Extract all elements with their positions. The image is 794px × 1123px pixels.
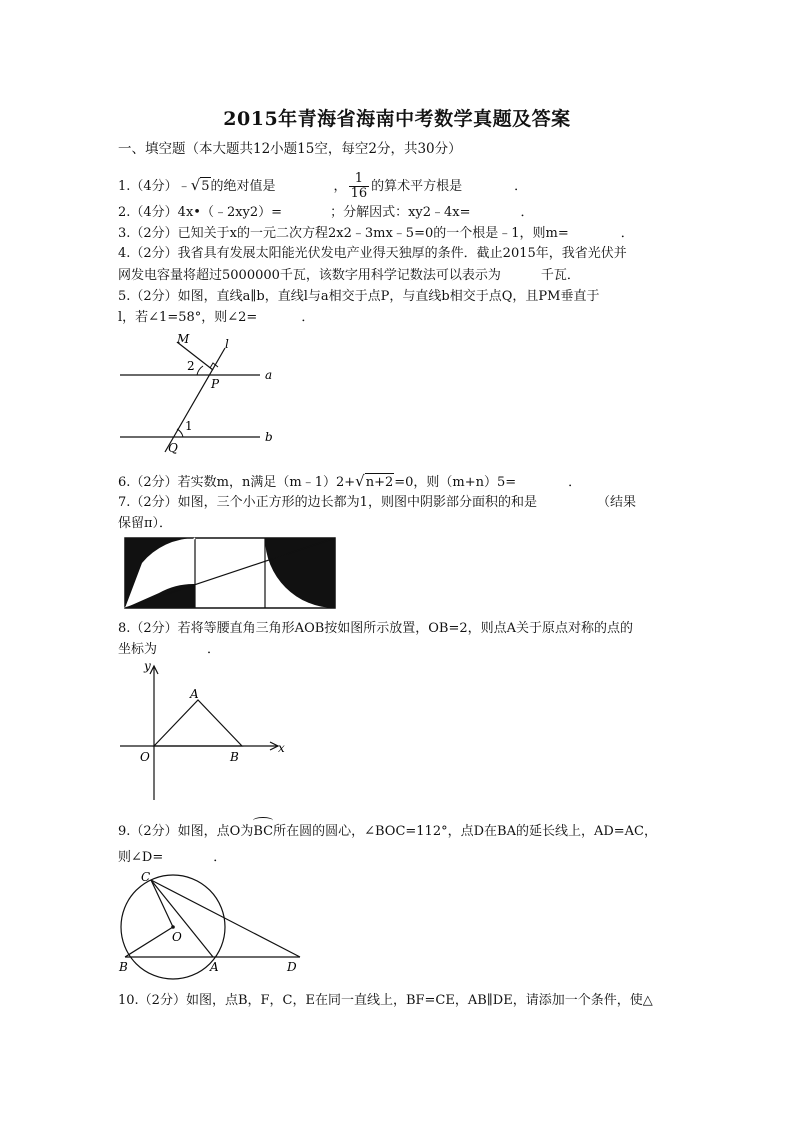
q6-text: 6.（2分）若实数m，n满足（m﹣1）2+ — [118, 475, 356, 490]
question-7-cont: 保留π）． — [118, 516, 173, 531]
section-heading: 一、填空题（本大题共12小题15空，每空2分，共30分） — [118, 141, 462, 157]
line-bo — [125, 927, 173, 957]
fraction-numerator: 1 — [349, 172, 370, 187]
question-8: 8.（2分）若将等腰直角三角形AOB按如图所示放置，OB=2，则点A关于原点对称的点的 — [118, 621, 634, 636]
question-4-cont — [118, 267, 580, 285]
figure-three-squares — [124, 537, 336, 609]
q1-text-2: 的算术平方根是 — [371, 179, 463, 194]
question-3 — [118, 225, 634, 243]
q5-text: l，若∠1=58°，则∠2= — [118, 310, 258, 325]
q7-text: 7.（2分）如图，三个小正方形的边长都为1，则图中阴影部分面积的和是 — [118, 495, 537, 510]
question-7 — [118, 494, 636, 512]
q2-text: 2.（4分）4x•（﹣2xy2）= — [118, 205, 283, 220]
label-A: A — [190, 687, 199, 701]
question-4: 4.（2分）我省具有发展太阳能光伏发电产业得天独厚的条件．截止2015年，我省光伏并 — [118, 246, 627, 261]
question-9-cont — [118, 849, 226, 867]
triangle-aob — [154, 700, 242, 746]
question-10: 10.（2分）如图，点B，F，C，E在同一直线上，BF=CE，AB∥DE，请添加一个条件，使△ — [118, 993, 653, 1008]
q8-end: ． — [207, 642, 221, 657]
fraction-denominator: 16 — [350, 186, 368, 201]
q1-prefix: 1.（4分）﹣ — [118, 179, 191, 194]
label-a: a — [265, 368, 273, 382]
fraction — [349, 172, 370, 201]
page-title: 2015年青海省海南中考数学真题及答案 — [223, 108, 571, 130]
question-9 — [118, 820, 657, 841]
sqrt-sign: √ — [190, 176, 201, 194]
label-B: B — [230, 750, 239, 764]
question-1 — [118, 172, 527, 201]
line-ca — [151, 880, 213, 957]
center-point — [171, 925, 175, 929]
arc-label: BC — [253, 824, 274, 839]
label-O: O — [140, 750, 150, 764]
label-x: x — [278, 741, 285, 755]
arc-notation — [253, 820, 273, 841]
q2-text-2: ；分解因式：xy2﹣4x= — [330, 205, 471, 220]
q4-text: 网发电容量将超过5000000千瓦，该数字用科学记数法可以表示为 — [118, 268, 501, 283]
question-8-cont — [118, 641, 220, 659]
q7-text-2: （结果 — [596, 495, 636, 510]
q1-comma: ， — [333, 179, 347, 194]
q9-text-3: 则∠D= — [118, 850, 164, 865]
q9-text-2: 所在圆的圆心，∠BOC=112°，点D在BA的延长线上，AD=AC， — [273, 824, 657, 839]
label-angle-2: 2 — [187, 359, 195, 373]
label-M: M — [177, 332, 190, 346]
line-cd — [151, 880, 300, 957]
question-5: 5.（2分）如图，直线a∥b，直线l与a相交于点P，与直线b相交于点Q，且PM垂直于 — [118, 289, 600, 304]
question-6 — [118, 472, 581, 492]
label-D: D — [287, 960, 297, 974]
q1-text: 的绝对值是 — [210, 179, 276, 194]
q6-text-2: =0，则（m+n）5= — [394, 475, 517, 490]
label-b: b — [265, 430, 273, 444]
figure-circle — [115, 870, 315, 980]
q4-end: 千瓦． — [540, 268, 580, 283]
label-y: y — [144, 659, 151, 673]
q9-text: 9.（2分）如图，点O为 — [118, 824, 254, 839]
label-P: P — [211, 377, 220, 391]
figure-parallel-lines — [115, 330, 285, 460]
q2-end: ． — [520, 205, 534, 220]
q3-text: 3.（2分）已知关于x的一元二次方程2x2﹣3mx﹣5=0的一个根是﹣1，则m= — [118, 226, 569, 241]
label-O: O — [172, 930, 182, 944]
q1-radicand: 5 — [201, 179, 210, 194]
figure-coordinate-triangle — [118, 658, 293, 803]
q1-end: ． — [514, 179, 528, 194]
q6-radicand: n+2 — [365, 475, 394, 490]
line-l — [165, 348, 225, 452]
angle-2-arc — [197, 366, 203, 375]
label-A: A — [210, 960, 219, 974]
sqrt-sign: √ — [355, 472, 365, 490]
q9-end: ． — [213, 850, 227, 865]
label-l: l — [225, 337, 229, 351]
q3-end: ． — [620, 226, 634, 241]
q8-text: 坐标为 — [118, 642, 158, 657]
question-2 — [118, 204, 534, 222]
ray-pm — [177, 342, 213, 370]
q5-end: ． — [301, 310, 315, 325]
label-B: B — [119, 960, 128, 974]
label-angle-1: 1 — [185, 419, 193, 433]
label-Q: Q — [168, 441, 178, 455]
question-5-cont — [118, 309, 314, 327]
label-C: C — [141, 870, 151, 884]
arc-mark — [253, 817, 273, 824]
q6-end: ． — [568, 475, 582, 490]
